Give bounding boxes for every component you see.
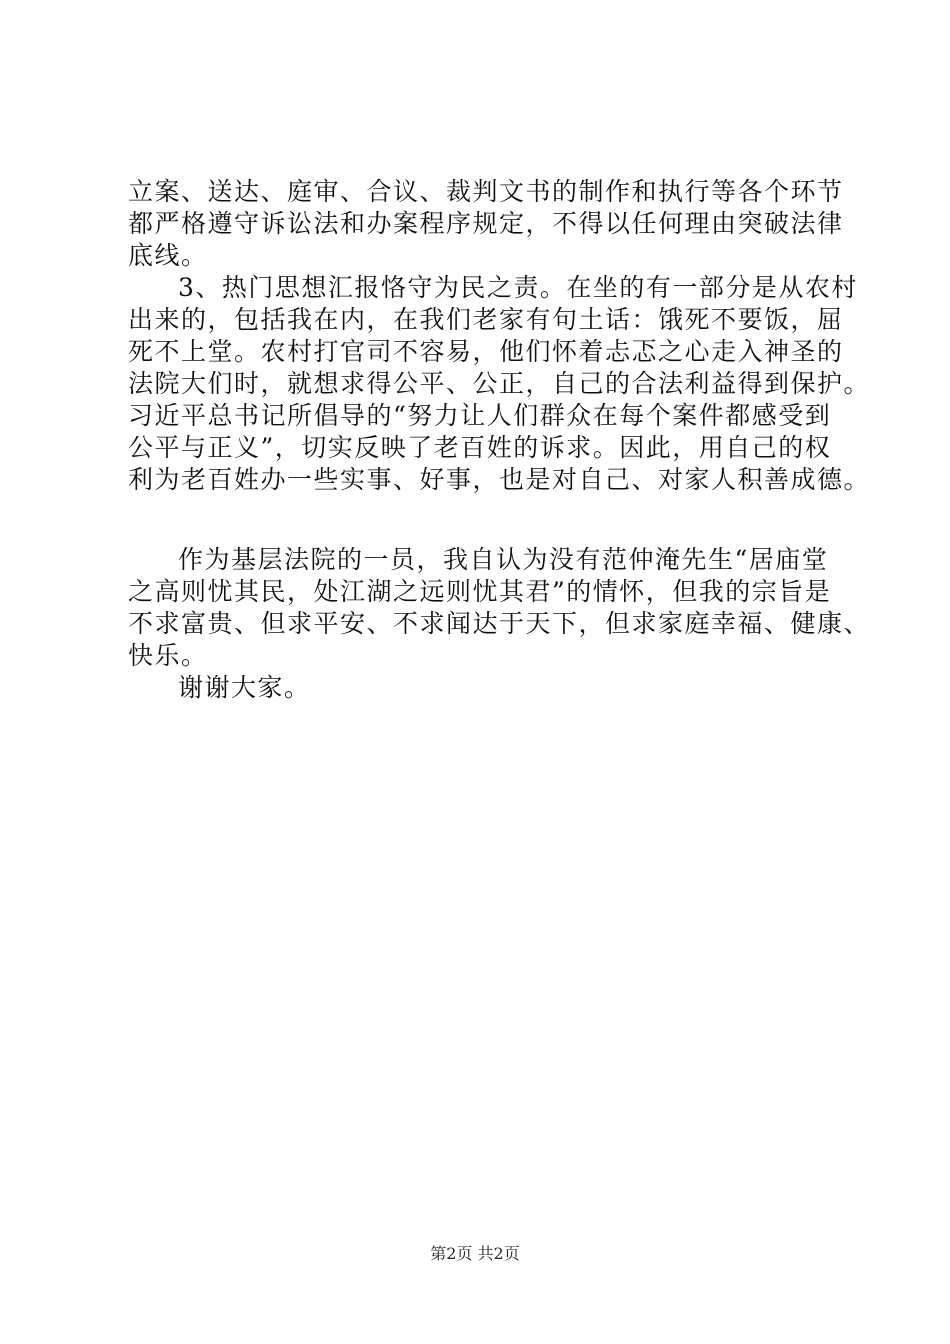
paragraph-start-line: 作为基层法院的一员，我自认为没有范仲淹先生“居庙堂 [178,545,829,574]
text-line: 习近平总书记所倡导的“努力让人们群众在每个案件都感受到 [128,401,832,430]
paragraph-start-line: 3、热门思想汇报恪守为民之责。在坐的有一部分是从农村 [178,273,858,302]
text-line: 都严格遵守诉讼法和办案程序规定，不得以任何理由突破法律 [128,209,844,238]
closing-line: 谢谢大家。 [178,673,311,702]
text-line: 立案、送达、庭审、合议、裁判文书的制作和执行等各个环节 [128,177,844,206]
paragraph-gap [128,496,852,544]
page-number-footer: 第2页 共2页 [430,1244,520,1263]
text-line: 底线。 [128,241,208,270]
text-line: 公平与正义”，切实反映了老百姓的诉求。因此，用自己的权 [128,433,832,462]
text-line: 快乐。 [128,641,208,670]
text-line: 死不上堂。农村打官司不容易，他们怀着忐忑之心走入神圣的 [128,337,844,366]
text-line: 之高则忧其民，处江湖之远则忧其君”的情怀，但我的宗旨是 [128,577,832,606]
text-line: 出来的，包括我在内，在我们老家有句土话：饿死不要饭，屈 [128,305,844,334]
text-line: 不求富贵、但求平安、不求闻达于天下，但求家庭幸福、健康、 [128,609,871,638]
document-body [128,176,871,704]
text-line: 法院大们时，就想求得公平、公正，自己的合法利益得到保护。 [128,369,871,398]
text-line: 利为老百姓办一些实事、好事，也是对自己、对家人积善成德。 [128,465,871,494]
